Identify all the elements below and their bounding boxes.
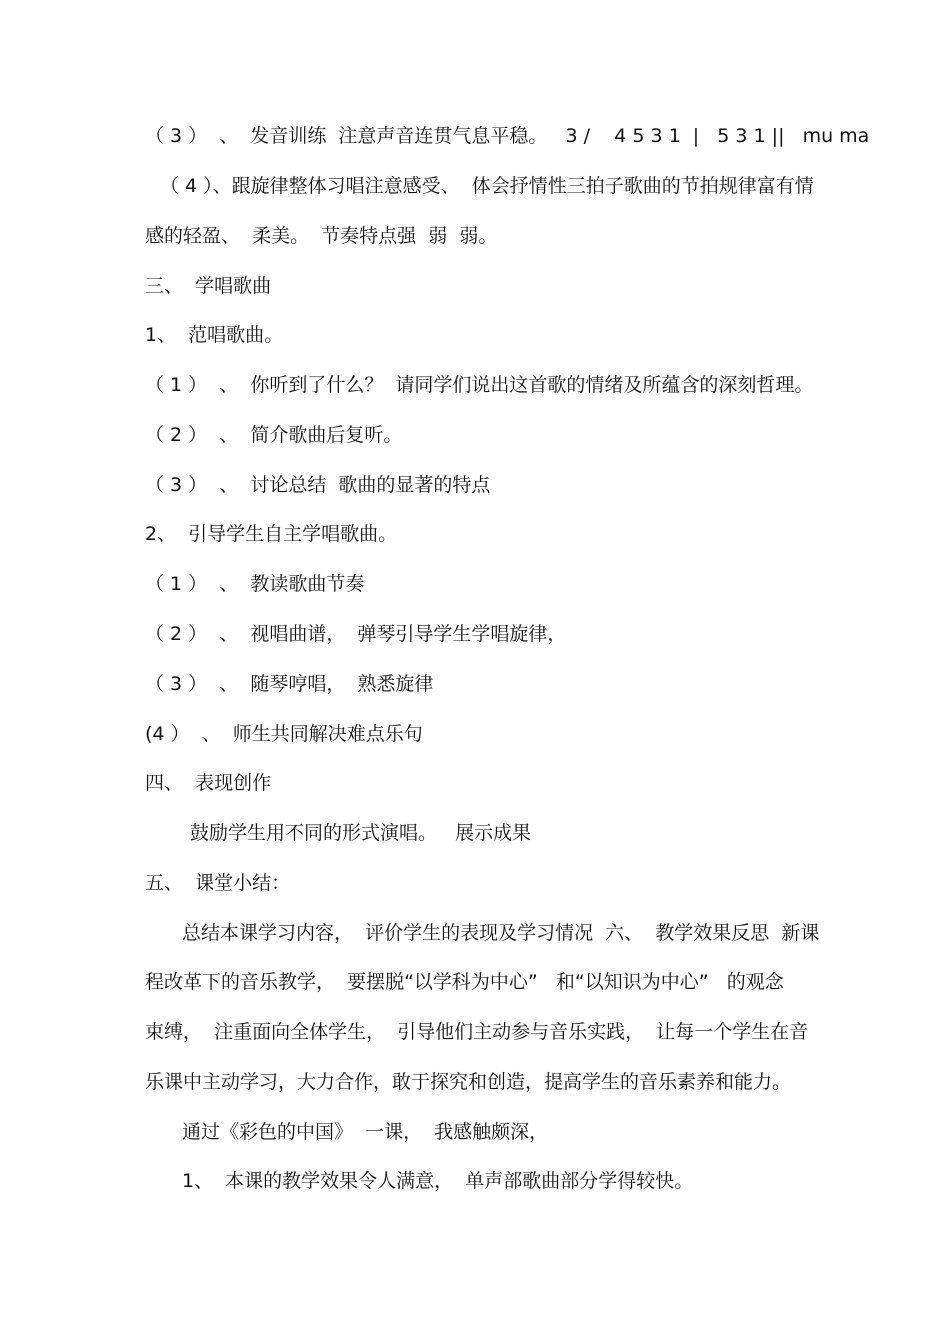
text-line: 鼓励学生用不同的形式演唱。 展示成果 [190,822,532,844]
text-line: （ 1 ） 、 教读歌曲节奏 [145,573,365,595]
text-line: 总结本课学习内容， 评价学生的表现及学习情况 六、 教学效果反思 新课 [182,922,820,944]
text-line: 通过《彩色的中国》 一课， 我感触颇深， [182,1121,549,1143]
text-line: （ 3 ） 、 随琴哼唱， 熟悉旋律 [145,673,434,695]
text-line: 1、 本课的教学效果令人满意， 单声部歌曲部分学得较快。 [182,1170,694,1192]
section-heading: 四、 表现创作 [145,772,272,794]
text-line: (4 ） 、 师生共同解决难点乐句 [145,723,423,745]
text-line: （ 2 ） 、 视唱曲谱， 弹琴引导学生学唱旋律， [145,623,567,645]
text-line: （ 3 ） 、 讨论总结 歌曲的显著的特点 [145,474,491,496]
text-line: 程改革下的音乐教学， 要摆脱“以学科为中心” 和“以知识为中心” 的观念 [145,971,784,993]
text-line: （ 4 ）、跟旋律整体习唱注意感受、 体会抒情性三拍子歌曲的节拍规律富有情 [160,175,814,197]
text-line: 1、 范唱歌曲。 [145,324,284,346]
text-line: （ 3 ） 、 发音训练 注意声音连贯气息平稳。 3 / 4 5 3 1 | 5 3 1 || mu ma [145,125,870,147]
text-line: 乐课中主动学习，大力合作，敢于探究和创造，提高学生的音乐素养和能力。 [145,1071,792,1093]
text-line: 2、 引导学生自主学唱歌曲。 [145,523,398,545]
text-line: 感的轻盈、 柔美。 节奏特点强 弱 弱。 [145,225,498,247]
section-heading: 三、 学唱歌曲 [145,275,272,297]
text-line: 束缚， 注重面向全体学生， 引导他们主动参与音乐实践， 让每一个学生在音 [145,1021,809,1043]
section-heading: 五、 课堂小结： [145,872,291,894]
text-line: （ 1 ） 、 你听到了什么？ 请同学们说出这首歌的情绪及所蕴含的深刻哲理。 [145,374,814,396]
text-line: （ 2 ） 、 简介歌曲后复听。 [145,424,403,446]
